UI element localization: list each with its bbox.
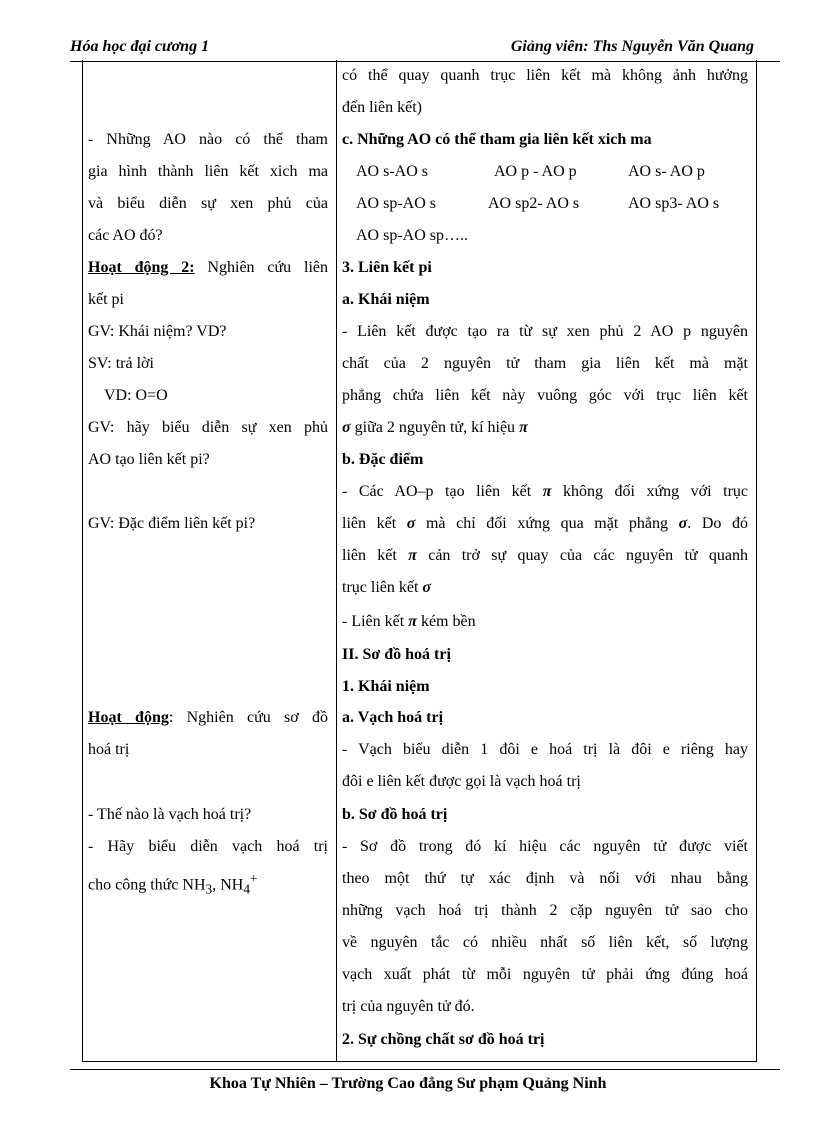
body-line — [342, 482, 748, 502]
body-text: trục liên kết — [342, 579, 423, 596]
body-text: - Các AO–p tạo liên kết — [342, 483, 543, 500]
subsection-heading: a. Khái niệm — [342, 291, 430, 308]
activity-2-label: Hoạt động 2: — [88, 259, 195, 276]
activity-label: Hoạt động — [88, 709, 169, 726]
activity-2-line: kết pi — [88, 291, 124, 308]
body-line: phẳng chứa liên kết này vuông góc với trục liên kết — [342, 387, 748, 404]
body-text: cản trở sự quay của các nguyên tử quanh — [416, 547, 748, 564]
body-text: mà chỉ đối xứng qua mặt phẳng — [415, 515, 679, 532]
pi-symbol: π — [408, 613, 417, 630]
body-line: trị của nguyên tử đó. — [342, 998, 475, 1015]
body-text: giữa 2 nguyên tử, kí hiệu — [350, 419, 520, 436]
ao-pair: AO s- AO p — [628, 163, 705, 180]
left-question-line: - Hãy biểu diễn vạch hoá trị — [88, 838, 328, 855]
pi-symbol: π — [542, 483, 552, 500]
section-heading: II. Sơ đồ hoá trị — [342, 646, 451, 663]
body-line — [342, 612, 748, 632]
section-heading: 2. Sự chồng chất sơ đồ hoá trị — [342, 1031, 545, 1048]
body-line: những vạch hoá trị thành 2 cặp nguyên tử sao cho — [342, 902, 748, 919]
table-border-bottom — [82, 1061, 757, 1062]
body-text: - Liên kết — [342, 613, 409, 630]
gv-question: GV: Khái niệm? VD? — [88, 323, 227, 340]
body-line: - Liên kết được tạo ra từ sự xen phủ 2 AO p nguyên — [342, 323, 748, 340]
section-heading: 3. Liên kết pi — [342, 259, 432, 276]
activity-2-text: Nghiên cứu liên — [194, 259, 328, 276]
body-text: . Do đó — [687, 515, 748, 532]
body-line: đến liên kết) — [342, 99, 422, 116]
body-line — [342, 546, 748, 566]
formula-line — [88, 869, 328, 900]
body-text: kém bền — [416, 613, 476, 630]
table-border-right — [756, 60, 757, 1061]
formula-text: , NH — [212, 876, 244, 894]
left-question-line: gia hình thành liên kết xich ma — [88, 163, 328, 180]
header-rule — [70, 61, 780, 62]
section-heading: c. Những AO có thể tham gia liên kết xich ma — [342, 131, 652, 148]
subsection-heading: a. Vạch hoá trị — [342, 709, 444, 726]
ao-pair: AO p - AO p — [494, 163, 577, 180]
ao-pair: AO sp-AO s — [356, 195, 436, 212]
body-line — [342, 418, 748, 438]
gv-question: GV: Đặc điểm liên kết pi? — [88, 515, 256, 532]
body-line — [342, 578, 748, 598]
sigma-symbol: σ — [342, 419, 351, 436]
body-text: liên kết — [342, 547, 409, 564]
sigma-symbol: σ — [678, 515, 688, 532]
subscript: 4 — [243, 881, 250, 897]
superscript: + — [249, 871, 258, 886]
activity-2-heading — [88, 258, 328, 278]
body-line: theo một thứ tự xác định và nối với nhau bằng — [342, 870, 748, 887]
section-heading: 1. Khái niệm — [342, 678, 430, 695]
footer-rule — [70, 1069, 780, 1070]
body-line — [342, 514, 748, 534]
ao-pair: AO sp2- AO s — [488, 195, 580, 212]
pi-symbol: π — [519, 419, 528, 436]
activity-line: hoá trị — [88, 741, 130, 758]
sigma-symbol: σ — [422, 579, 432, 596]
page-footer: Khoa Tự Nhiên – Trường Cao đẳng Sư phạm Quảng Ninh — [209, 1075, 607, 1092]
left-question-line: và biểu diễn sự xen phủ của — [88, 195, 328, 212]
body-line: có thể quay quanh trục liên kết mà không ảnh hưởng — [342, 67, 748, 84]
ao-pair: AO s-AO s — [356, 163, 428, 180]
ao-pair: AO sp3- AO s — [628, 195, 720, 212]
table-border-left — [82, 60, 83, 1061]
body-line: - Vạch biểu diễn 1 đôi e hoá trị là đôi e riêng hay — [342, 741, 748, 758]
activity-heading — [88, 708, 328, 728]
left-question-line: - Những AO nào có thể tham — [88, 131, 328, 148]
lecturer-name: Giảng viên: Ths Nguyễn Văn Quang — [510, 38, 754, 55]
subsection-heading: b. Sơ đồ hoá trị — [342, 806, 448, 823]
left-question-line: - Thế nào là vạch hoá trị? — [88, 806, 252, 823]
activity-text: : Nghiên cứu sơ đồ — [168, 709, 328, 726]
gv-question: AO tạo liên kết pi? — [88, 451, 210, 468]
body-text: không đối xứng với trục — [551, 483, 748, 500]
body-line: về nguyên tắc có nhiều nhất số liên kết, số lượng — [342, 934, 748, 951]
body-line: chất của 2 nguyên tử tham gia liên kết mà mặt — [342, 355, 748, 372]
table-column-divider — [336, 60, 337, 1061]
left-question-line: các AO đó? — [88, 227, 163, 244]
page-header — [70, 38, 754, 60]
body-line: - Sơ đồ trong đó kí hiệu các nguyên tử được viết — [342, 838, 748, 855]
gv-question: GV: hãy biểu diễn sự xen phủ — [88, 419, 328, 436]
pi-symbol: π — [408, 547, 417, 564]
example-line: VD: O=O — [104, 387, 168, 404]
sv-answer: SV: trả lời — [88, 355, 154, 372]
formula-text: cho công thức NH — [88, 876, 206, 894]
subscript: 3 — [205, 881, 213, 897]
ao-pair: AO sp-AO sp….. — [356, 227, 468, 244]
body-text: liên kết — [342, 515, 407, 532]
body-line: vạch xuất phát từ mỗi nguyên tử phải ứng đúng hoá — [342, 966, 748, 983]
body-line: đôi e liên kết được gọi là vạch hoá trị — [342, 773, 581, 790]
subsection-heading: b. Đặc điểm — [342, 451, 424, 468]
sigma-symbol: σ — [406, 515, 416, 532]
course-title: Hóa học đại cương 1 — [70, 38, 210, 55]
